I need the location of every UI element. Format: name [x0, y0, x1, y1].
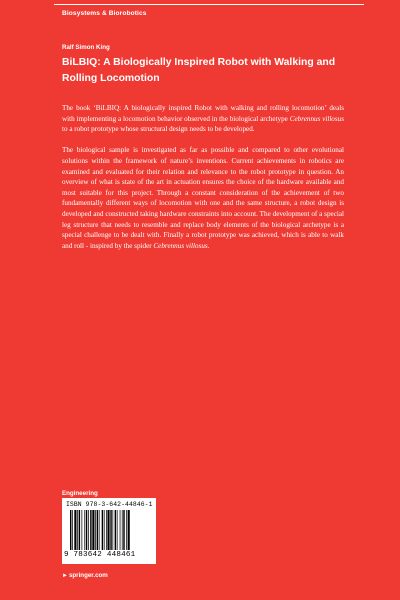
species-name: Cebrennus villosus [153, 241, 208, 250]
species-name: Cebrennus villosus [289, 114, 345, 123]
barcode-bar [72, 510, 73, 550]
series-divider [54, 4, 364, 5]
book-title: BiLBIQ: A Biologically Inspired Robot with Walking and Rolling Locomotion [62, 57, 336, 84]
paragraph-text: The biological sample is investigated as far as possible and compared to other evolutional solutions within the framework of nature’s inventions. Current achievements in robotics are examined and evaluated for their relation and relevance to the robot prototype in question. An overview of what is state of the art in actuation ensures the choice of the hardware available and most suitable for this project. Through a constant consideration of the achievement of two fundamentally different ways of locomotion with one and the same structure, a robot design is developed and constructed taking hardware constraints into account. The development of a special leg structure that needs to resemble and replace body elements of the biological archetype is a special challenge to be dealt with. Finally a robot prototype was achieved, which is able to walk and roll - inspired by the spider [62, 146, 344, 250]
barcode-bar [97, 510, 98, 550]
description-paragraph [62, 145, 344, 251]
barcode-bar [86, 510, 87, 550]
author-name: Ralf Simon King [62, 44, 110, 51]
barcode-bar [126, 510, 127, 550]
barcode-bar [107, 510, 109, 550]
barcode-bar [112, 510, 113, 550]
barcode-bar [84, 510, 85, 550]
barcode-bar [122, 510, 123, 550]
barcode-bar [99, 510, 100, 550]
paragraph-text: . [207, 241, 210, 250]
isbn-text: ISBN 978-3-642-44846-1 [66, 501, 153, 508]
barcode-label [62, 498, 156, 564]
barcode-bar [110, 510, 111, 550]
barcode-bar [79, 510, 80, 550]
paragraph-text: to a robot prototype whose structural design needs to be developed. [62, 125, 255, 134]
publisher-link[interactable] [62, 572, 108, 579]
series-name: Biosystems & Biorobotics [62, 10, 147, 17]
barcode-bar [117, 510, 118, 550]
arrow-right-icon: ► [62, 573, 68, 579]
barcode-bar [74, 510, 76, 550]
barcode-bar [102, 510, 103, 550]
barcode-bar [90, 510, 91, 550]
barcode-bar [128, 510, 130, 550]
barcode-bar [82, 510, 83, 550]
description-paragraph [62, 103, 344, 135]
barcode-bar [120, 510, 121, 550]
barcode-bar [115, 510, 116, 550]
publisher-link-text: springer.com [68, 572, 108, 579]
description [62, 103, 344, 262]
barcode-bar [92, 510, 94, 550]
barcode-bar [70, 510, 71, 550]
barcode-bar [104, 510, 105, 550]
barcode-bar [106, 510, 107, 550]
subject-category: Engineering [62, 490, 98, 497]
barcode-bars [70, 510, 152, 550]
barcode-bar [88, 510, 89, 550]
paragraph-text: The book ‘BiLBIQ: A biologically inspired Robot with walking and rolling locomotion’ deals with implementing a locomotion behavior observed in the biological archetype [62, 104, 344, 123]
barcode-number: 9 783642 448461 [64, 551, 136, 559]
barcode-bar [77, 510, 78, 550]
barcode-bar [95, 510, 96, 550]
barcode-bar [123, 510, 124, 550]
